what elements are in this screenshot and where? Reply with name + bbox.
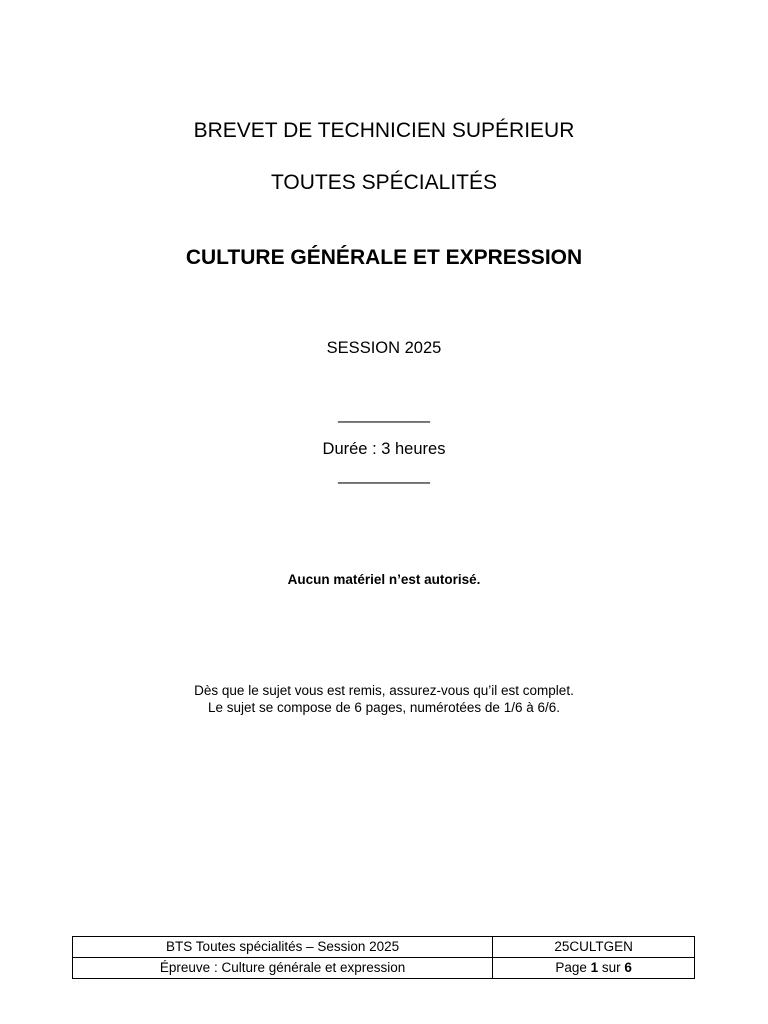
page-prefix: Page <box>555 960 591 975</box>
instruction-line-2: Le sujet se compose de 6 pages, numérotées de 1/6 à 6/6. <box>208 700 560 715</box>
footer-page-number <box>493 958 695 979</box>
page-current: 1 <box>590 960 599 975</box>
footer-exam-code: 25CULTGEN <box>493 937 695 958</box>
session-label: SESSION 2025 <box>326 339 442 357</box>
footer-exam-name: Épreuve : Culture générale et expression <box>73 958 493 979</box>
footer-row <box>73 937 695 958</box>
exam-title: BREVET DE TECHNICIEN SUPÉRIEUR <box>193 119 575 142</box>
subject-title: CULTURE GÉNÉRALE ET EXPRESSION <box>185 246 583 269</box>
footer-exam-session: BTS Toutes spécialités – Session 2025 <box>73 937 493 958</box>
instruction-line-1: Dès que le sujet vous est remis, assurez-vous qu’il est complet. <box>194 683 574 698</box>
separator-top: __________ <box>338 405 430 423</box>
separator-bottom: __________ <box>338 466 430 484</box>
page-middle: sur <box>598 960 625 975</box>
footer-table <box>72 936 695 979</box>
material-notice: Aucun matériel n’est autorisé. <box>287 572 481 587</box>
footer-row <box>73 958 695 979</box>
page-total: 6 <box>624 960 632 975</box>
duration-label: Durée : 3 heures <box>322 440 446 458</box>
specialty-title: TOUTES SPÉCIALITÉS <box>270 171 497 194</box>
